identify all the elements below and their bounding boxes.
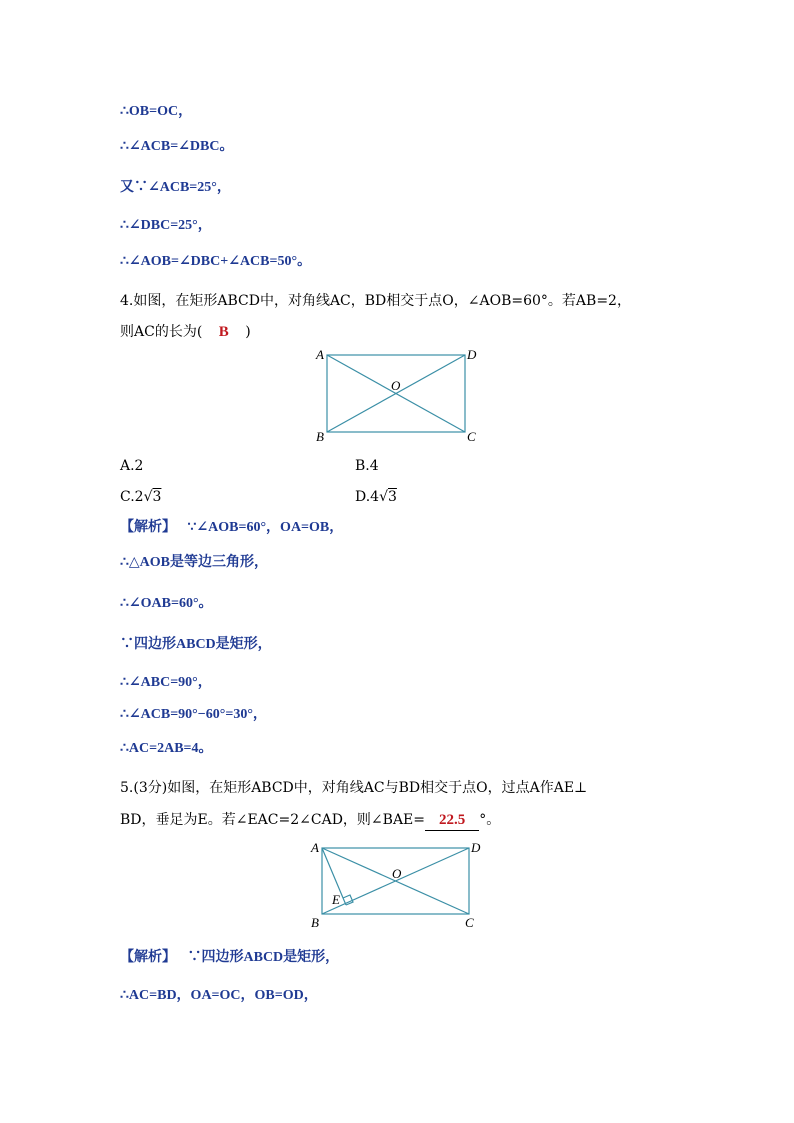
q4-analysis (120, 518, 343, 538)
solution-step: ∴∠ABC=90°， (120, 675, 212, 690)
vertex-label: D (467, 347, 477, 362)
question-4-text: 4.如图，在矩形ABCD中，对角线AC，BD相交于点O，∠AOB=60°。若AB=2， (120, 293, 631, 309)
option-d-radicand: 3 (388, 489, 397, 505)
solution-step: ∴AC=2AB=4。 (120, 741, 213, 756)
solution-step: ∴∠AOB=∠DBC+∠ACB=50°。 (120, 254, 312, 269)
question-5-text: 5.(3分)如图，在矩形ABCD中，对角线AC与BD相交于点O，过点A作AE⊥ (120, 780, 588, 796)
option-d-coef: D.4 (355, 489, 380, 505)
question-4-figure (310, 345, 490, 445)
q5-suffix: °。 (479, 812, 501, 828)
q4-answer: B (218, 324, 229, 340)
solution-step: ∵四边形ABCD是矩形， (120, 637, 272, 652)
vertex-label: O (391, 378, 401, 393)
solution-step: ∴AC=BD，OA=OC，OB=OD， (120, 988, 318, 1003)
solution-step: ∴OB=OC， (120, 104, 193, 119)
analysis-tag: 【解析】 (120, 520, 176, 535)
solution-step: ∵四边形ABCD是矩形， (187, 950, 340, 965)
solution-step: 又∵∠ACB=25°， (120, 180, 231, 195)
vertex-label: A (311, 840, 319, 855)
option-a: A.2 (120, 458, 144, 474)
question-4-text-line2 (120, 322, 251, 342)
solution-step: ∴∠OAB=60°。 (120, 596, 213, 611)
vertex-label: E (332, 892, 340, 907)
solution-step: ∴∠ACB=90°−60°=30°， (120, 707, 267, 722)
vertex-label: A (316, 347, 324, 362)
q5-answer: 22.5 (439, 812, 466, 828)
q5-prompt: BD，垂足为E。若∠EAC=2∠CAD，则∠BAE= (120, 812, 425, 828)
option-b: B.4 (355, 458, 379, 474)
vertex-label: B (311, 915, 319, 930)
question-5-figure (305, 836, 495, 934)
option-c-radicand: 3 (152, 489, 162, 505)
solution-step: ∴△AOB是等边三角形， (120, 555, 269, 570)
vertex-label: O (392, 866, 402, 881)
vertex-label: C (467, 429, 476, 444)
solution-step: ∴∠DBC=25°， (120, 218, 212, 233)
sqrt-sign: √ (379, 489, 389, 505)
vertex-label: B (316, 429, 324, 444)
solution-step: ∵∠AOB=60°，OA=OB， (187, 520, 344, 535)
q4-prompt: 则AC的长为( (120, 324, 203, 340)
option-d (355, 487, 397, 507)
q4-paren: ) (245, 324, 251, 340)
question-5-text-line2 (120, 810, 500, 831)
option-c-coef: C.2 (120, 489, 144, 505)
sqrt-sign: √ (143, 489, 153, 505)
q5-analysis (120, 948, 339, 968)
vertex-label: C (465, 915, 474, 930)
option-c (120, 487, 161, 507)
solution-step: ∴∠ACB=∠DBC。 (120, 139, 234, 154)
q5-answer-blank (425, 810, 479, 831)
analysis-tag: 【解析】 (120, 950, 176, 965)
vertex-label: D (471, 840, 481, 855)
